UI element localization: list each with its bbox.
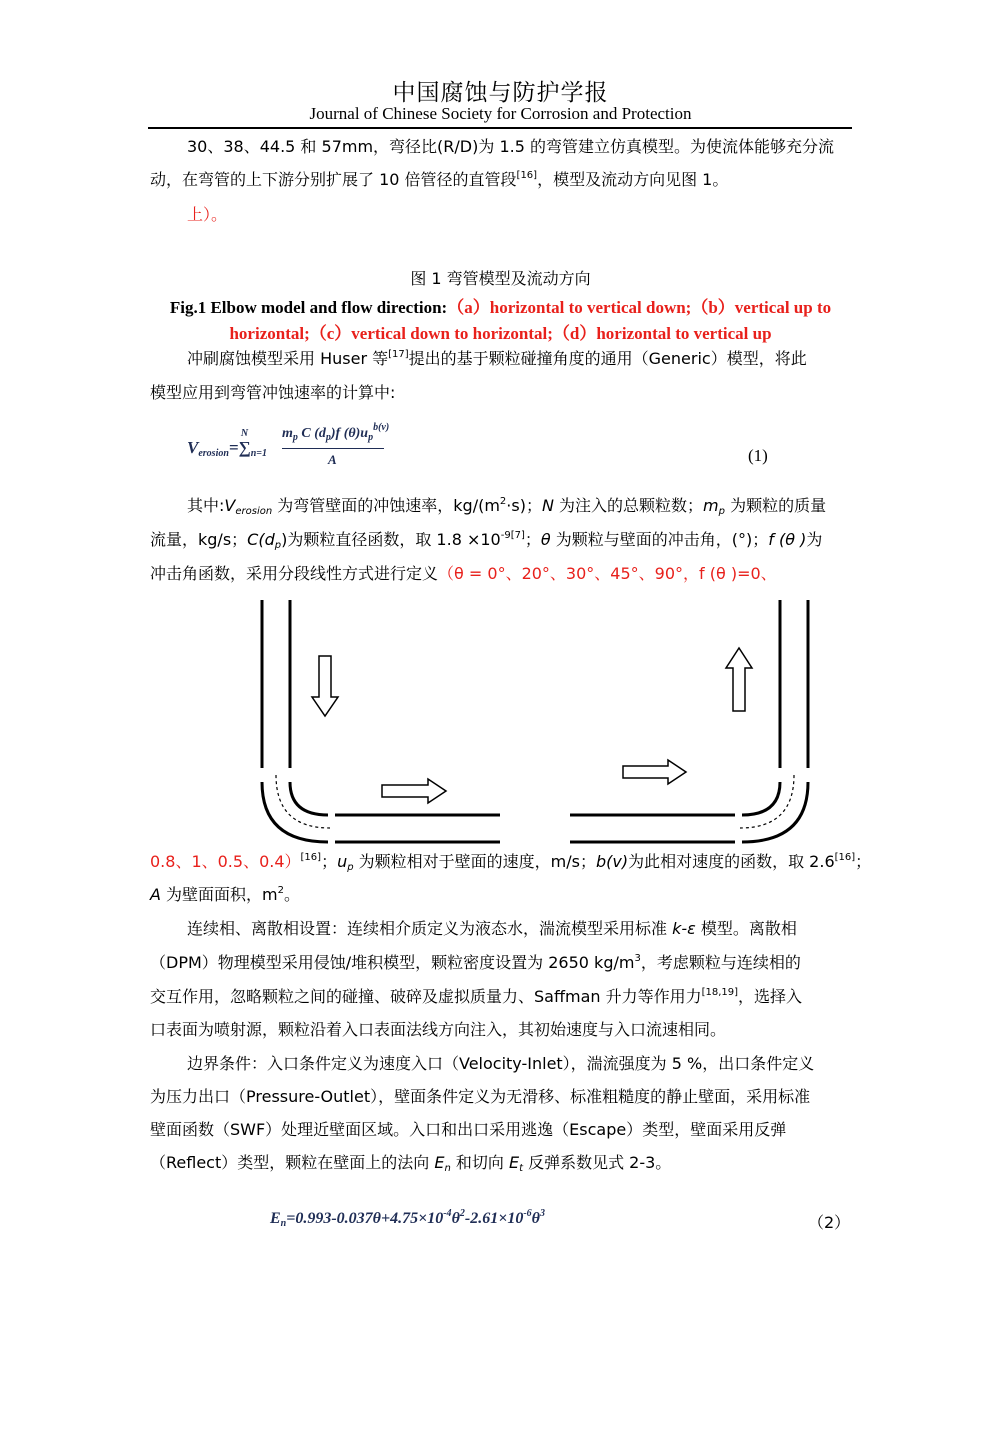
journal-title-cn: 中国腐蚀与防护学报	[392, 80, 609, 106]
para5-line3: 交互作用，忽略颗粒之间的碰撞、破碎及虚拟质量力、Saffman 升力等作用力[18,19]，选择入	[150, 987, 803, 1006]
para2-line2: 模型应用到弯管冲蚀速率的计算中:	[150, 383, 396, 402]
para6-line3: 壁面函数（SWF）处理近壁面区域。入口和出口采用逃逸（Escape）类型，壁面采用反弹	[150, 1120, 787, 1139]
left-elbow-inner-bend	[290, 782, 328, 815]
para5-line4: 口表面为喷射源，颗粒沿着入口表面法线方向注入，其初始速度与入口流速相同。	[150, 1020, 727, 1039]
figure-caption-en-line1: Fig.1 Elbow model and flow direction:（a）horizontal to vertical down;（b）vertical up to	[169, 298, 832, 317]
journal-title-en: Journal of Chinese Society for Corrosion and Protection	[309, 104, 692, 123]
equation-1-fraction-bar	[282, 448, 384, 449]
header-rule	[148, 127, 852, 129]
equation-1-numerator: $m_p$ C $(d_p)f$ $(\theta)u_p^{b(v)}$	[282, 422, 390, 443]
equation-1-denominator: A	[328, 452, 337, 467]
para1-line1: 30、38、44.5 和 57mm，弯径比(R/D)为 1.5 的弯管建立仿真模型。为使流体能够充分流	[187, 137, 834, 156]
right-elbow-inner-bend	[742, 782, 780, 815]
para3-line3: 冲击角函数，采用分段线性方式进行定义（θ = 0°、20°、30°、45°、90°，f (θ )=0、	[150, 564, 777, 583]
para4-line1: 0.8、1、0.5、0.4）[16]；$u_p$ 为颗粒相对于壁面的速度，m/s；b(v)为此相对速度的函数，取 2.6[16]；	[150, 852, 872, 873]
para3-line1: 其中$:V_{erosion}$ 为弯管壁面的冲蚀速率，$kg/(m^2\cdot s)$；N 为注入的总颗粒数；$m_p$ 为颗粒的质量	[187, 496, 827, 517]
flow-arrow-down-icon	[312, 656, 338, 716]
flow-arrow-up-icon	[726, 648, 752, 711]
citation-16: [16]	[516, 170, 538, 181]
equation-1-number: (1)	[748, 446, 768, 465]
para6-line4: （Reflect）类型，颗粒在壁面上的法向 $E_n$ 和切向 $E_t$ 反弹系数见式 2-3。	[150, 1153, 672, 1174]
para4-line2: A 为壁面面积，$m^2$。	[150, 885, 301, 904]
right-elbow-outer-bend	[742, 782, 808, 842]
flow-arrow-right-icon	[382, 779, 446, 803]
para2-line1: 冲刷腐蚀模型采用 Huser 等[17]提出的基于颗粒碰撞角度的通用（Generic）模型，将此	[187, 349, 807, 368]
flow-arrow-right-icon-2	[623, 760, 686, 784]
left-elbow-centerline	[276, 775, 330, 828]
para6-line2: 为压力出口（Pressure-Outlet），壁面条件定义为无滑移、标准粗糙度的静止壁面，采用标准	[150, 1087, 811, 1106]
para5-line2: （DPM）物理模型采用侵蚀/堆积模型，颗粒密度设置为 2650 $kg/m^3$，考虑颗粒与连续相的	[150, 953, 801, 972]
equation-2-number: （2）	[808, 1213, 851, 1232]
para1-line2: 动，在弯管的上下游分别扩展了 10 倍管径的直管段[16]，模型及流动方向见图 1。	[150, 170, 729, 189]
para1-red-tail: 上）。	[187, 205, 228, 224]
figure-caption-en-line2: horizontal;（c）vertical down to horizontal;（d）horizontal to vertical up	[229, 324, 772, 343]
right-elbow-centerline	[740, 775, 794, 828]
para6-line1: 边界条件：入口条件定义为速度入口（Velocity-Inlet），湍流强度为 5 %，出口条件定义	[187, 1054, 815, 1073]
equation-1: $V_{erosion}=\sum_{n=1}$ N	[187, 428, 267, 459]
left-elbow-outer-bend	[262, 782, 328, 842]
para5-line1: 连续相、离散相设置：连续相介质定义为液态水，湍流模型采用标准 k-ε 模型。离散相	[187, 919, 797, 938]
para3-line2: 流量，kg/s；$C(d_p)$为颗粒直径函数，取 $1.8 \times 10^{-9[7]}$；θ 为颗粒与壁面的冲击角，(°)；f (θ )为	[150, 530, 823, 551]
figure-caption-cn: 图 1 弯管模型及流动方向	[410, 269, 591, 288]
equation-2: $E_n=0.993-0.037\theta+4.75\times 10^{-4}\theta^2-2.61\times 10^{-6}\theta^3$	[270, 1208, 545, 1229]
